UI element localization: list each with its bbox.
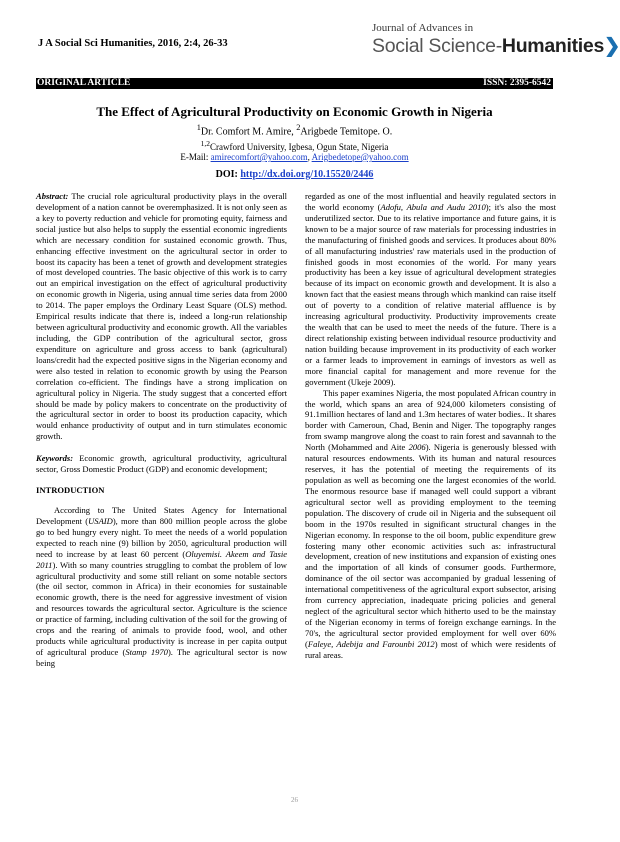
intro-p1-usaid: USAID xyxy=(88,515,113,526)
intro-paragraph-3 xyxy=(305,388,556,661)
intro-p3-citation-2: Faleye, Adebija and Farounbi 2012 xyxy=(307,638,435,649)
intro-p3-text-c: ) most of which were residents of rural areas. xyxy=(305,638,556,660)
logo-line-1: Journal of Advances in xyxy=(372,22,474,34)
left-column xyxy=(36,191,287,669)
email-line xyxy=(36,152,553,162)
intro-p3-citation-1: 2006 xyxy=(408,442,426,453)
author2-sup: 2 xyxy=(296,123,301,132)
abstract-label: Abstract: xyxy=(36,191,69,201)
intro-p2-citation-1: Adofu, Abula and Audu 2010 xyxy=(380,201,486,212)
affiliation-line xyxy=(36,139,553,152)
logo-word-social-science: Social Science- xyxy=(372,35,502,57)
intro-p2-text-b: ); it's also the most underutilized sector. Due to its relative importance and future gains, it is known to be a major source of raw materials for processing industries in the manufacturing of finished goods and services. It produces about 80% of all manufacturing industries' raw materials used in the production of finished goods in most economies of the world. For many years productivity has been a key issue of agricultural development strategies because of its impact on economic growth and development. It is also a known fact that the easiest means through which mankind can raise itself out of poverty to a condition of relative material affluence is by increasing agricultural productivity. Productivity improvements create the wealth that can be used to meet the needs of the future. There is a direct relationship existing between individual resource productivity and nation building because improvement in its productivity of each worker or a farmer leads to improvement in earnings of investors as well as more financial capital for management and more revenue for the government (Ukeje 2009). xyxy=(305,201,556,387)
paper-title: The Effect of Agricultural Productivity on Economic Growth in Nigeria xyxy=(96,104,493,119)
author1-sup: 1 xyxy=(196,123,201,132)
chevron-right-icon: ❯ xyxy=(604,35,620,57)
journal-logo xyxy=(372,22,620,66)
keywords-text: Economic growth, agricultural productivity, agricultural sector, Gross Domestic Product (GDP) and economic development; xyxy=(36,453,287,475)
right-column xyxy=(305,191,556,661)
logo-line-2 xyxy=(372,34,620,58)
abstract-text: The crucial role agricultural productivity plays in the overall development of a nation cannot be overemphasized. It is not only seen as a key to poverty reduction and vehicle for promoting equity, fairness and social justice but also helps to supply the essential economic ingredients which are necessary condition for sustained economic growth. Thus, enhancing effective investment on the agricultural sector in order to boost its capacity has been a tenet of growth and development strategies of most developed countries. The basic objective of this work is to carry out an empirical investigation on the effect of agricultural productivity on economic growth in Nigeria, using annual time series data from 2000 to 2014. The paper employs the Ordinary Least Square (OLS) method. Empirical results indicate that there is, indeed a long-run relationship between agricultural productivity and economic growth. All the variables including, the GDP contribution of the agricultural sector, gross expenditure on agriculture and gross access to bank (agricultural) loans/credit had the expected positive signs in the Nigerian economy and were also tested in relation to economic growth by using the Pearson correlation co-efficient. The findings have a strong implication on agricultural policy in Nigeria. The study suggest that a concerted effort should be made by policy makers to concentrate on the productivity of the agricultural sector in order to boost its production capacity, which would enhance productivity of output and in turn stimulates economic growth. xyxy=(36,191,287,442)
introduction-heading: INTRODUCTION xyxy=(36,485,105,496)
journal-citation: J A Social Sci Humanities, 2016, 2:4, 26-33 xyxy=(38,38,228,49)
intro-p2-text-a: regarded as one of the most influential and heavily regulated sectors in the world economy ( xyxy=(305,191,556,212)
affiliation-sup: 1,2 xyxy=(200,139,210,148)
keywords-paragraph xyxy=(36,453,287,475)
intro-p1-text-b: ), more than 800 million people across the globe go to bed hungry every night. To meet the needs of a world population expected to reach nine (9) billion by 2050, agricultural production will need to increase by at least 60 percent ( xyxy=(36,515,287,559)
article-type-label: ORIGINAL ARTICLE xyxy=(37,78,131,88)
intro-p1-text-a: According to The United States Agency for International Development ( xyxy=(36,504,287,526)
intro-p1-text-c: ). With so many countries struggling to combat the problem of low agricultural productivity and some still reliant on some notable sectors (the oil sector, common in Africa) in their economies for sustainable economic growth, there is the need for aggressive investment of vision and resources towards the agricultural sector. Agriculture is the science or practice of farming, including cultivation of the soil for the growing of crops and the rearing of animals to provide food, wool, and other products while agricultural productivity is increase in per capita output of agricultural produce ( xyxy=(36,559,287,657)
email-label: E-Mail: xyxy=(180,152,211,162)
email-separator: , xyxy=(307,152,312,162)
intro-paragraph-2 xyxy=(305,191,556,388)
email-link-2[interactable]: Arigbedetope@yahoo.com xyxy=(311,152,409,162)
email-link-1[interactable]: amirecomfort@yahoo.com xyxy=(210,152,308,162)
author2-name: Arigbede Temitope. O. xyxy=(300,126,393,138)
doi-label: DOI: xyxy=(215,169,241,180)
intro-p3-text-b: ). Nigeria is generously blessed with natural resources endowments. With its human and natural resources reserves, it has the potential of meeting the requirements of its population as well as becoming one the largest economies of the world. The enormous resource base if managed well could support a vibrant agricultural sector well as providing employment to the teeming population. The discovery of crude oil in Nigeria and the subsequent oil boom in the 1970s resulted in significant structural changes in the Nigerian economy. In response to the oil boom, public expenditure grew fostering many other economic activities such as: infrastructural development, creation of new institutions and expansion of existing ones and the importation of all kinds of consumer goods. Furthermore, dominance of the oil sector was accompanied by gradual lessening of international competitiveness of the agricultural export subsector, arising from currency appreciation, inadequate pricing policies and general neglect of the agricultural sector which hitherto used to be the mainstay of the Nigerian economy in terms of foreign exchange earnings. In the 70's, the agricultural sector provided employment for well over 60% ( xyxy=(305,442,556,649)
doi-link[interactable]: http://dx.doi.org/10.15520/2446 xyxy=(240,169,374,180)
author1-name: Dr. Comfort M. Amire, xyxy=(200,126,297,138)
intro-p1-citation-2: Stamp 1970 xyxy=(125,646,168,657)
affiliation-text: Crawford University, Igbesa, Ogun State, Nigeria xyxy=(210,142,389,152)
article-type-bar xyxy=(36,78,553,89)
logo-word-humanities: Humanities xyxy=(501,35,605,57)
issn-label: ISSN: 2395-6542 xyxy=(483,78,551,88)
doi-line xyxy=(36,169,553,180)
abstract-paragraph xyxy=(36,191,287,442)
intro-p1-text-d: ). The agricultural sector is now being xyxy=(36,646,287,668)
page-number: 26 xyxy=(291,796,298,804)
intro-p1-citation-1: Oluyemisi. Akeem and Tasie 2011 xyxy=(36,548,287,570)
keywords-label: Keywords: xyxy=(36,453,74,464)
intro-paragraph-1 xyxy=(36,505,287,669)
intro-p3-text-a: This paper examines Nigeria, the most populated African country in the world, which spans an area of 924,000 kilometers consisting of 91.1million hectares of land and 1.3m hectares of water bodies.. It shares border with Cameroun, Chad, Benin and Niger. The topography ranges from swamp mangrove along the coast to rain forest and savannah to the North (Mohammed and Aite xyxy=(305,387,556,453)
author-line xyxy=(36,123,553,137)
